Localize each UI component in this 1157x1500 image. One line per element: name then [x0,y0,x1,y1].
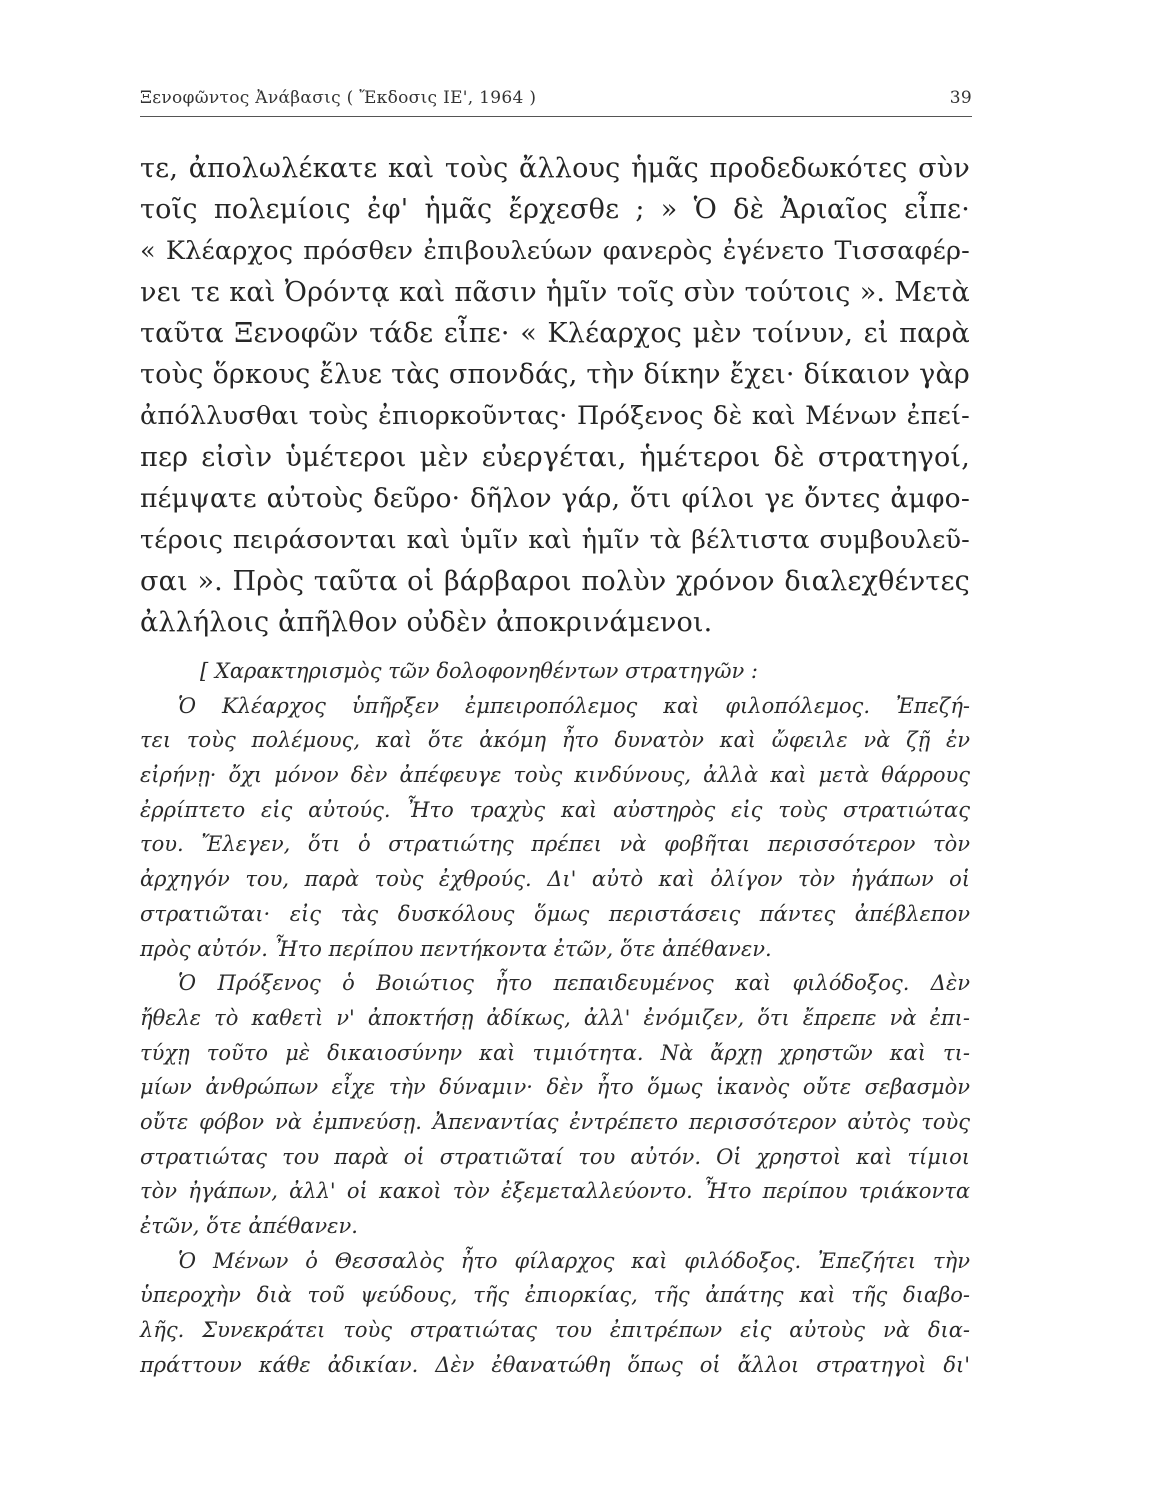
main-text-line: ταῦτα Ξενοφῶν τάδε εἶπε· « Κλέαρχος μὲν τοίνυν, εἰ παρὰ [140,318,970,350]
commentary-line: Ὁ Μένων ὁ Θεσσαλὸς ἦτο φίλαρχος καὶ φιλόδοξος. Ἐπεζήτει τὴν [178,1248,970,1273]
main-text-line: περ εἰσὶν ὑμέτεροι μὲν εὐεργέται, ἡμέτεροι δὲ στρατηγοί, [140,442,970,474]
main-text-line: τοῖς πολεμίοις ἐφ' ἡμᾶς ἔρχεσθε ; » Ὁ δὲ Ἀριαῖος εἶπε· [140,194,970,226]
commentary-line: ὑπεροχὴν διὰ τοῦ ψεύδους, τῆς ἐπιορκίας, τῆς ἀπάτης καὶ τῆς διαβο- [140,1283,970,1308]
main-text-line: τε, ἀπολωλέκατε καὶ τοὺς ἄλλους ἡμᾶς προδεδωκότες σὺν [140,153,970,184]
commentary-heading: [ Χαρακτηρισμὸς τῶν δολοφονηθέντων στρατηγῶν : [200,659,758,683]
commentary-line: Ὁ Κλέαρχος ὑπῆρξεν ἐμπειροπόλεμος καὶ φιλοπόλεμος. Ἐπεζή- [178,693,970,718]
commentary-line: στρατιῶται· εἰς τὰς δυσκόλους ὅμως περιστάσεις πάντες ἀπέβλεπον [140,901,970,926]
main-text-line: τοὺς ὅρκους ἔλυε τὰς σπονδάς, τὴν δίκην ἔχει· δίκαιον γὰρ [140,359,970,391]
commentary-line: τύχῃ τοῦτο μὲ δικαιοσύνην καὶ τιμιότητα. Νὰ ἄρχῃ χρηστῶν καὶ τι- [140,1040,970,1065]
commentary-line: πράττουν κάθε ἀδικίαν. Δὲν ἐθανατώθη ὅπως οἱ ἄλλοι στρατηγοὶ δι' [140,1352,970,1377]
main-text-line: ἀπόλλυσθαι τοὺς ἐπιορκοῦντας· Πρόξενος δὲ καὶ Μένων ἐπεί- [140,400,970,431]
main-text-line: τέροις πειράσονται καὶ ὑμῖν καὶ ἡμῖν τὰ βέλτιστα συμβουλεῦ- [140,524,970,555]
main-text-line: ἀλλήλοις ἀπῆλθον οὐδὲν ἀποκρινάμενοι. [140,607,713,639]
page-number: 39 [949,88,972,108]
main-text-line: νει τε καὶ Ὀρόντᾳ καὶ πᾶσιν ἡμῖν τοῖς σὺν τούτοις ». Μετὰ [140,276,970,308]
main-text-line: « Κλέαρχος πρόσθεν ἐπιβουλεύων φανερὸς ἐγένετο Τισσαφέρ- [140,235,970,266]
commentary-line: ἐτῶν, ὅτε ἀπέθανεν. [140,1214,358,1238]
main-text-block [140,148,970,644]
commentary-line: ἤθελε τὸ καθετὶ ν' ἀποκτήσῃ ἀδίκως, ἀλλ' ἐνόμιζεν, ὅτι ἔπρεπε νὰ ἐπι- [140,1005,970,1030]
commentary-line: τὸν ἠγάπων, ἀλλ' οἱ κακοὶ τὸν ἐξεμεταλλεύοντο. Ἦτο περίπου τριάκοντα [140,1179,970,1204]
running-header [140,84,972,117]
header-title: Ξενοφῶντος Ἀνάβασις ( Ἔκδοσις ΙΕ', 1964 ) [140,88,537,108]
commentary-line: ἐρρίπτετο εἰς αὐτούς. Ἦτο τραχὺς καὶ αὐστηρὸς εἰς τοὺς στρατιώτας [140,797,970,822]
commentary-line: λῆς. Συνεκράτει τοὺς στρατιώτας του ἐπιτρέπων εἰς αὐτοὺς νὰ δια- [140,1318,970,1343]
commentary-line: ἀρχηγόν του, παρὰ τοὺς ἐχθρούς. Δι' αὐτὸ καὶ ὀλίγον τὸν ἠγάπων οἱ [140,867,970,892]
commentary-line: εἰρήνῃ· ὄχι μόνον δὲν ἀπέφευγε τοὺς κινδύνους, ἀλλὰ καὶ μετὰ θάρρους [140,763,970,788]
commentary-line: οὔτε φόβον νὰ ἐμπνεύσῃ. Ἀπεναντίας ἐντρέπετο περισσότερον αὐτὸς τοὺς [140,1109,970,1134]
commentary-line: Ὁ Πρόξενος ὁ Βοιώτιος ἦτο πεπαιδευμένος καὶ φιλόδοξος. Δὲν [178,971,970,996]
commentary-line: μίων ἀνθρώπων εἶχε τὴν δύναμιν· δὲν ἦτο ὅμως ἱκανὸς οὔτε σεβασμὸν [140,1075,970,1100]
commentary-line: τει τοὺς πολέμους, καὶ ὅτε ἀκόμη ἦτο δυνατὸν καὶ ὤφειλε νὰ ζῇ ἐν [140,728,970,753]
main-text-line: πέμψατε αὐτοὺς δεῦρο· δῆλον γάρ, ὅτι φίλοι γε ὄντες ἀμφο- [140,483,970,515]
commentary-block [140,654,970,1382]
commentary-line: του. Ἔλεγεν, ὅτι ὁ στρατιώτης πρέπει νὰ φοβῆται περισσότερον τὸν [140,832,970,857]
commentary-line: στρατιώτας του παρὰ οἱ στρατιῶταί του αὐτόν. Οἱ χρηστοὶ καὶ τίμιοι [140,1144,970,1169]
commentary-line: πρὸς αὐτόν. Ἦτο περίπου πεντήκοντα ἐτῶν, ὅτε ἀπέθανεν. [140,936,772,961]
main-text-line: σαι ». Πρὸς ταῦτα οἱ βάρβαροι πολὺν χρόνον διαλεχθέντες [140,565,970,597]
